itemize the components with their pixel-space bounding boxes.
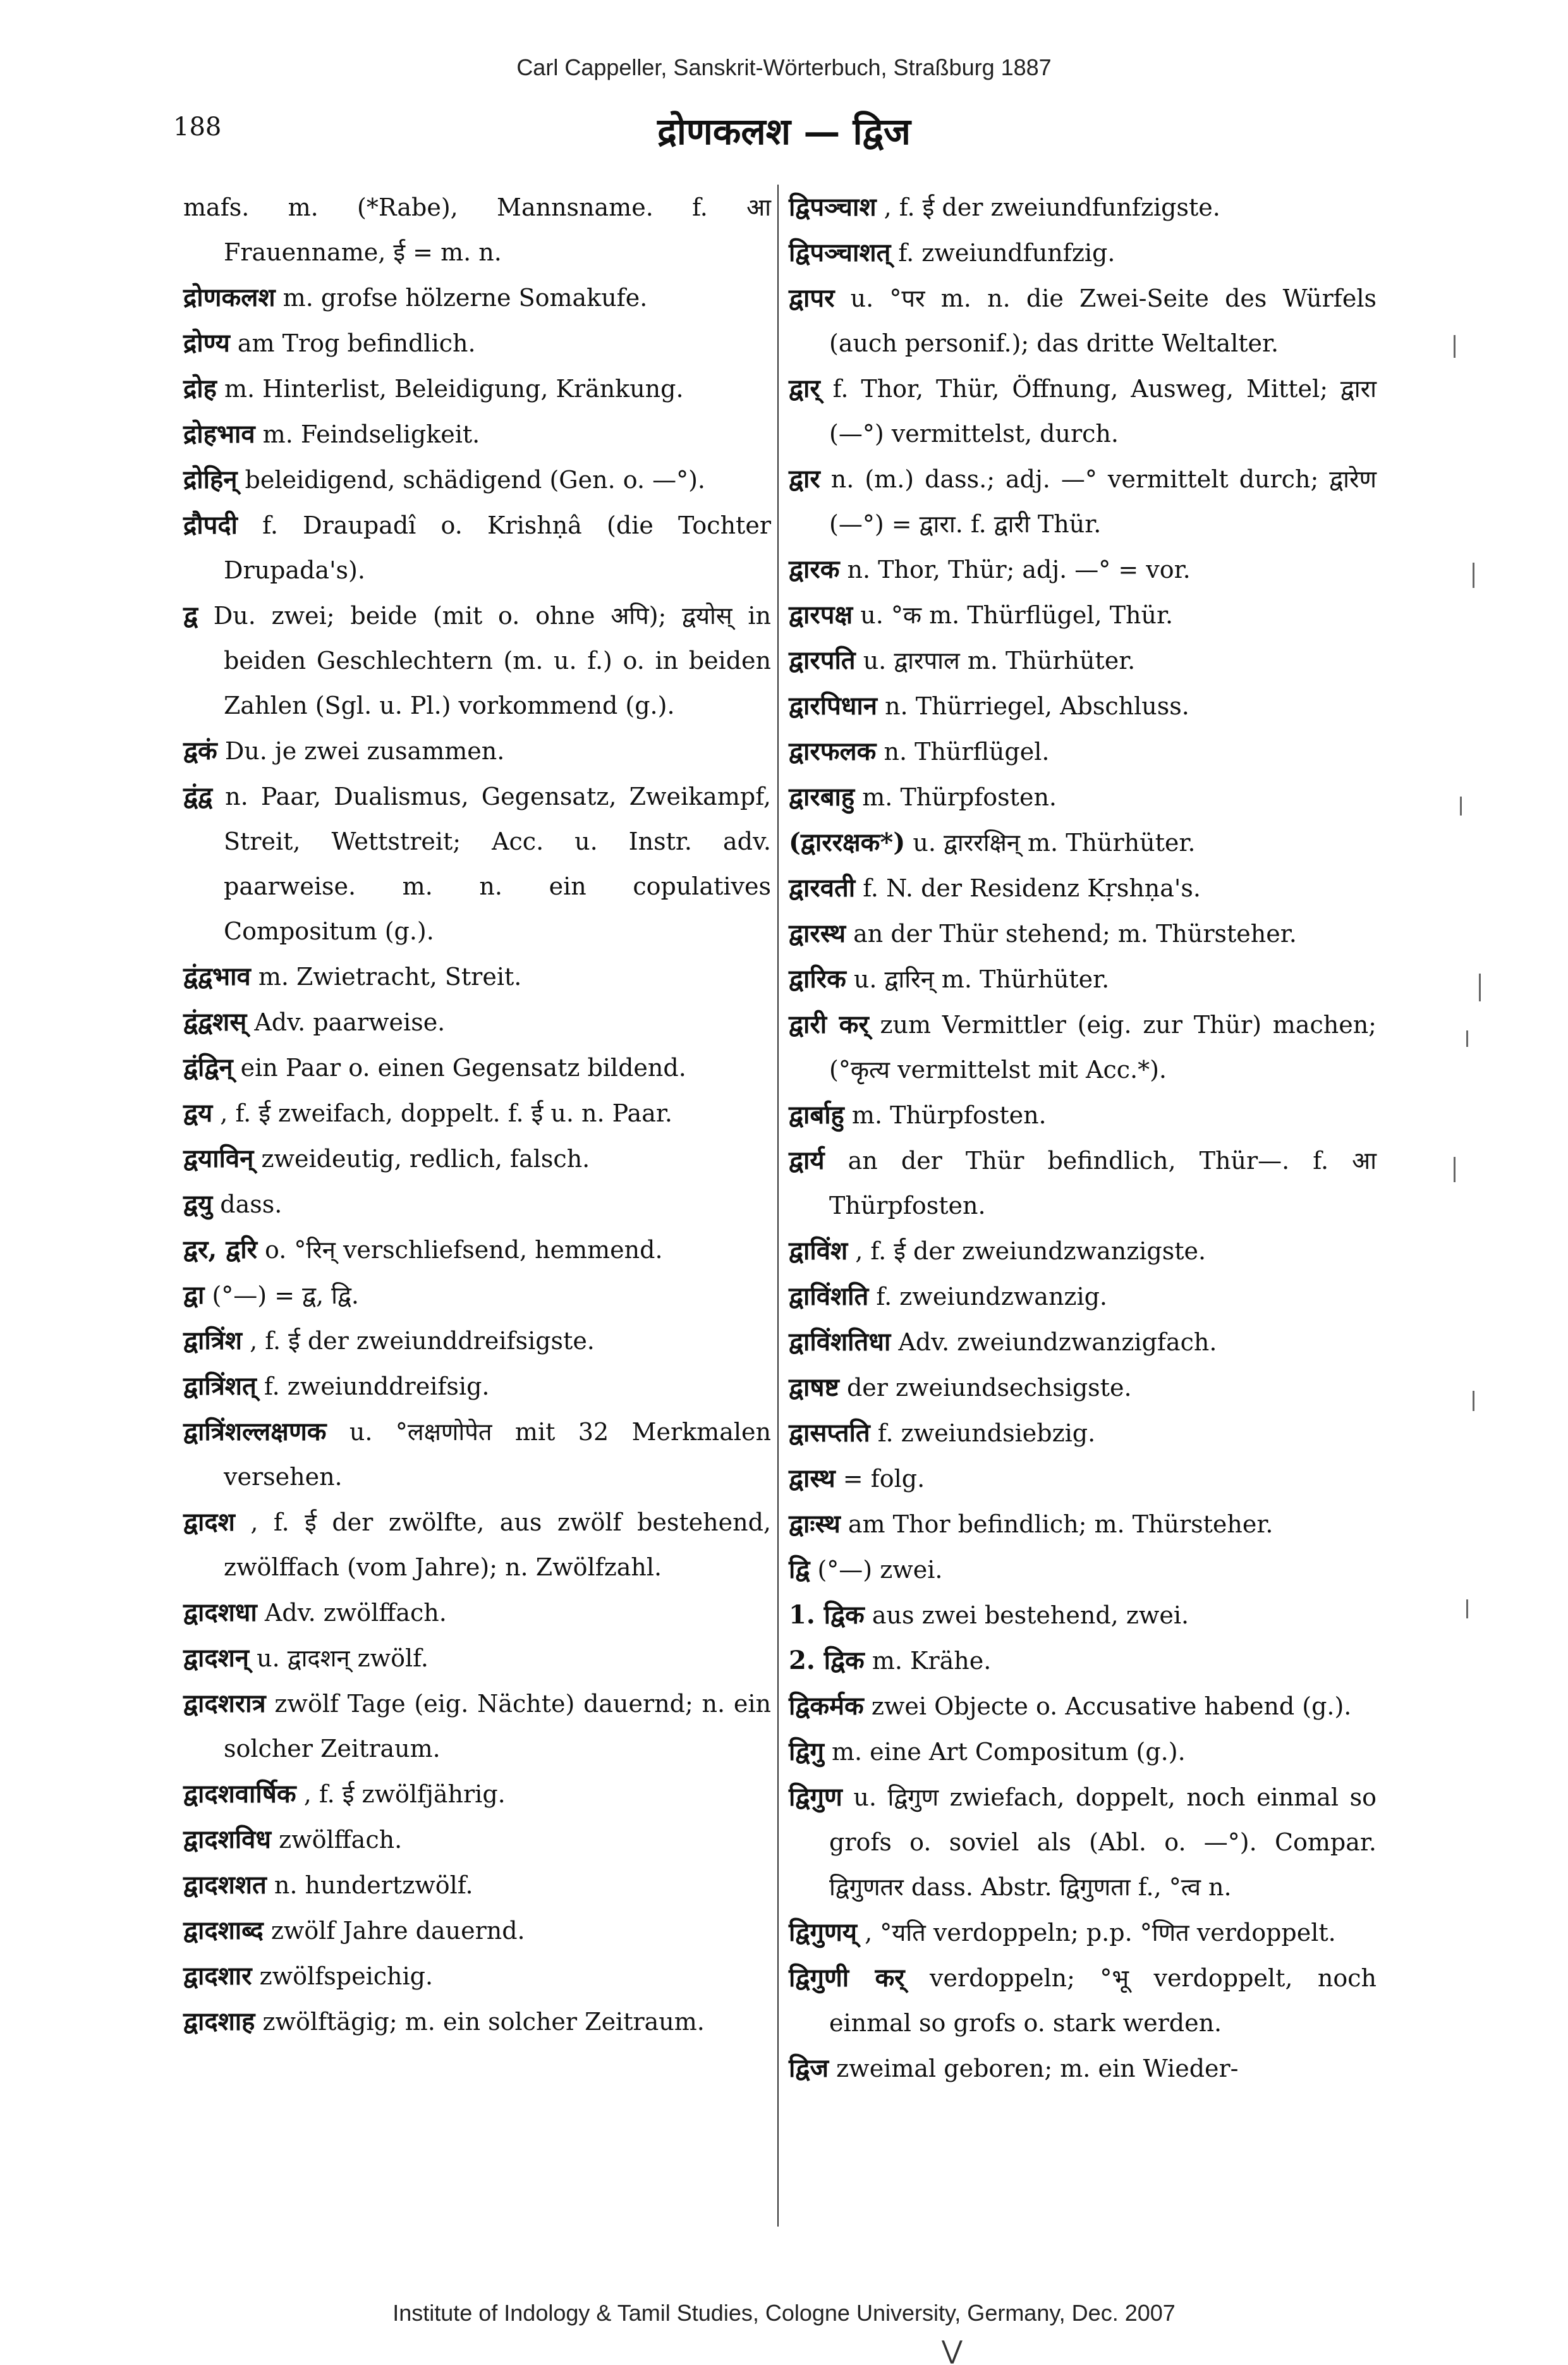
entry-headword: द्विगुण — [789, 1782, 842, 1812]
entry-headword: द्वयाविन् — [183, 1144, 254, 1173]
entry-definition: am Trog befindlich. — [237, 329, 476, 357]
dictionary-entry — [183, 457, 771, 503]
dictionary-entry — [183, 412, 771, 457]
dictionary-entry — [183, 1771, 771, 1817]
dictionary-entry — [789, 774, 1377, 820]
dictionary-entry — [789, 185, 1377, 230]
entry-headword: द्रोणकलश — [183, 283, 276, 312]
dictionary-entry — [183, 1182, 771, 1227]
entry-definition: f. zweiunddreifsig. — [264, 1372, 490, 1400]
entry-definition: zweideutig, redlich, falsch. — [261, 1145, 590, 1173]
entry-headword: द्वारपति — [789, 645, 856, 675]
dictionary-entry — [789, 1501, 1377, 1547]
entry-definition: Adv. zweiundzwanzigfach. — [898, 1328, 1217, 1356]
entry-definition: zwölffach. — [279, 1826, 403, 1854]
dictionary-entry — [789, 1319, 1377, 1365]
entry-headword: द्विगुणी कर् — [789, 1963, 905, 1993]
dictionary-entry — [789, 366, 1377, 456]
entry-definition: an der Thür befindlich, Thür—. f. आ Thürpfosten. — [829, 1147, 1377, 1219]
dictionary-entry — [183, 1953, 771, 1999]
dictionary-entry — [183, 1817, 771, 1862]
entry-headword: द्रोहिन् — [183, 465, 238, 494]
entry-headword: द्वात्रिंश — [183, 1326, 242, 1355]
entry-headword: द्व — [183, 601, 198, 630]
entry-definition: m. Feindseligkeit. — [262, 420, 480, 448]
dictionary-entry — [183, 1635, 771, 1681]
entry-definition: der zweiundsechsigste. — [846, 1374, 1132, 1402]
entry-definition: , f. ई der zwölfte, aus zwölf bestehend, zwölffach (vom Jahre); n. Zwölfzahl. — [224, 1508, 771, 1581]
dictionary-entry — [183, 1136, 771, 1182]
entry-headword: द्वादशरात्र — [183, 1689, 266, 1718]
entry-headword: द्वार्बाहु — [789, 1100, 844, 1130]
entry-headword: द्वादशाब्द — [183, 1916, 264, 1945]
entry-headword: द्वार — [789, 464, 820, 494]
dictionary-entry — [789, 276, 1377, 366]
entry-headword: द्वा — [183, 1280, 205, 1310]
entry-definition: f. zweiundfunfzig. — [898, 239, 1115, 267]
entry-headword: द्रौपदी — [183, 510, 238, 540]
entry-definition: beleidigend, schädigend (Gen. o. —°). — [245, 466, 706, 494]
dictionary-entry — [183, 1364, 771, 1409]
entry-definition: Du. zwei; beide (mit o. ohne अपि); द्वयोस् in beiden Geschlechtern (m. u. f.) o. in beiden Zahlen (Sgl. u. Pl.) vorkommend (g.). — [213, 602, 771, 719]
right-column — [789, 185, 1377, 2091]
entry-definition: m. Krähe. — [872, 1647, 992, 1675]
dictionary-entry — [789, 2046, 1377, 2091]
ink-mark: ⋁ — [942, 2336, 963, 2365]
entry-headword: 2. द्विक — [789, 1646, 865, 1675]
entry-definition: o. °रिन् verschliefsend, hemmend. — [265, 1236, 663, 1264]
entry-definition: zwölf Jahre dauernd. — [270, 1917, 525, 1945]
entry-definition: n. Thürflügel. — [884, 738, 1050, 766]
dictionary-entry — [183, 1681, 771, 1771]
entry-definition: zwölfspeichig. — [259, 1962, 434, 1990]
margin-tick — [1473, 1391, 1474, 1411]
entry-definition: , f. ई der zweiundfunfzigste. — [884, 193, 1220, 221]
entry-headword: द्रोहभाव — [183, 419, 255, 449]
dictionary-entry — [183, 954, 771, 999]
dictionary-entry — [183, 999, 771, 1045]
entry-headword: द्वकं — [183, 736, 217, 766]
column-divider — [777, 185, 779, 2227]
entry-headword: द्विज — [789, 2053, 829, 2083]
entry-headword: द्वंद्वशस् — [183, 1007, 247, 1037]
dictionary-entry — [183, 1590, 771, 1635]
entry-headword: द्वारपक्ष — [789, 600, 853, 630]
entry-headword: द्वादशविध — [183, 1824, 271, 1854]
entry-headword: द्रोण्य — [183, 328, 230, 358]
entry-definition: am Thor befindlich; m. Thürsteher. — [848, 1510, 1273, 1538]
dictionary-entry — [789, 230, 1377, 276]
dictionary-entry — [183, 1999, 771, 2044]
entry-definition: n. Thor, Thür; adj. —° = vor. — [847, 556, 1191, 584]
entry-headword: द्वादश — [183, 1507, 235, 1537]
entry-headword: द्वारक — [789, 554, 840, 584]
dictionary-entry — [789, 1002, 1377, 1092]
margin-tick — [1473, 563, 1474, 588]
running-head: द्रोणकलश — द्विज — [657, 110, 911, 153]
entry-headword: द्वादशार — [183, 1961, 252, 1991]
entry-definition: u. °क m. Thürflügel, Thür. — [860, 601, 1174, 629]
entry-definition: , f. ई zwölfjährig. — [303, 1780, 506, 1808]
entry-definition: = folg. — [842, 1465, 925, 1493]
dictionary-entry — [183, 1318, 771, 1364]
entry-headword: द्वारबाहु — [789, 782, 855, 812]
dictionary-entry — [183, 503, 771, 593]
entry-definition: n. Paar, Dualismus, Gegensatz, Zweikampf, Streit, Wettstreit; Acc. u. Instr. adv. paarweise. m. n. ein copulatives Compositum (g.). — [224, 783, 771, 945]
entry-headword: 1. द्विक — [789, 1600, 865, 1630]
margin-tick — [1460, 797, 1462, 816]
dictionary-entry — [183, 321, 771, 366]
dictionary-entry — [183, 1227, 771, 1273]
dictionary-entry — [789, 1456, 1377, 1501]
dictionary-entry — [789, 1910, 1377, 1955]
entry-definition: (°—) zwei. — [817, 1556, 943, 1584]
dictionary-entry — [789, 1592, 1377, 1638]
dictionary-entry — [183, 1091, 771, 1136]
entry-definition: zwölf Tage (eig. Nächte) dauernd; n. ein solcher Zeitraum. — [224, 1690, 771, 1763]
header-credit: Carl Cappeller, Sanskrit-Wörterbuch, Straßburg 1887 — [516, 54, 1052, 80]
entry-headword: द्वारपिधान — [789, 691, 877, 721]
dictionary-entry — [789, 638, 1377, 683]
entry-definition: u. °लक्षणोपेत mit 32 Merkmalen versehen. — [224, 1418, 771, 1491]
entry-definition: f. Draupadî o. Krishṇâ (die Tochter Drupada's). — [224, 511, 771, 584]
entry-definition: Du. je zwei zusammen. — [224, 737, 505, 765]
dictionary-entry — [789, 547, 1377, 592]
margin-tick — [1466, 1030, 1468, 1047]
entry-definition: mafs. m. (*Rabe), Mannsname. f. आ Frauenname, ई = m. n. — [183, 193, 771, 266]
entry-definition: m. Thürpfosten. — [862, 783, 1057, 811]
entry-definition: u. द्विगुण zwiefach, doppelt, noch einmal so grofs o. soviel als (Abl. o. —°). Compar. द्विगुणतर dass. Abstr. द्विगुणता f., °त्व n. — [829, 1783, 1377, 1901]
dictionary-entry — [183, 185, 771, 275]
entry-headword: द्रोह — [183, 374, 217, 403]
entry-headword: द्वंद्व — [183, 781, 212, 811]
dictionary-entry — [789, 1547, 1377, 1592]
dictionary-entry — [183, 1273, 771, 1318]
entry-definition: ein Paar o. einen Gegensatz bildend. — [240, 1054, 686, 1082]
entry-headword: द्वास्थ — [789, 1464, 836, 1493]
entry-definition: u. द्वारिन् m. Thürhüter. — [853, 965, 1110, 993]
entry-headword: द्वादशन् — [183, 1643, 249, 1673]
dictionary-entry — [183, 1045, 771, 1091]
entry-headword: द्वाविंशतिधा — [789, 1327, 891, 1357]
entry-headword: द्वार्य — [789, 1146, 825, 1175]
left-column — [183, 185, 771, 2044]
entry-definition: verdoppeln; °भू verdoppelt, noch einmal so grofs o. stark werden. — [829, 1964, 1377, 2037]
entry-headword: द्वर, द्वरि — [183, 1235, 257, 1264]
entry-headword: द्विपञ्चाशत् — [789, 238, 891, 267]
entry-definition: u. द्वाररक्षिन् m. Thürhüter. — [913, 829, 1196, 857]
entry-headword: द्वात्रिंशल्लक्षणक — [183, 1417, 327, 1446]
footer-credit: Institute of Indology & Tamil Studies, Cologne University, Germany, Dec. 2007 — [392, 2300, 1176, 2326]
entry-definition: Adv. zwölffach. — [264, 1599, 447, 1627]
entry-definition: , °यति verdoppeln; p.p. °णित verdoppelt. — [865, 1919, 1336, 1946]
entry-definition: , f. ई zweifach, doppelt. f. ई u. n. Paar. — [220, 1099, 672, 1127]
entry-definition: u. द्वारपाल m. Thürhüter. — [863, 647, 1136, 675]
entry-headword: द्वादशशत — [183, 1870, 267, 1900]
entry-definition: m. Hinterlist, Beleidigung, Kränkung. — [224, 375, 684, 403]
entry-headword: द्वात्रिंशत् — [183, 1371, 257, 1401]
dictionary-entry — [789, 1410, 1377, 1456]
entry-definition: n. hundertzwölf. — [274, 1871, 473, 1899]
dictionary-entry — [183, 1500, 771, 1590]
dictionary-entry — [789, 956, 1377, 1002]
margin-tick — [1466, 1599, 1468, 1618]
entry-headword: द्विगुणय् — [789, 1917, 857, 1947]
entry-definition: f. N. der Residenz Kṛshṇa's. — [863, 874, 1201, 902]
dictionary-entry — [183, 275, 771, 321]
entry-definition: Adv. paarweise. — [254, 1008, 446, 1036]
entry-definition: f. zweiundsiebzig. — [877, 1419, 1096, 1447]
entry-headword: द्वि — [789, 1555, 810, 1584]
dictionary-entry — [789, 1228, 1377, 1274]
entry-definition: zwei Objecte o. Accusative habend (g.). — [871, 1692, 1352, 1720]
dictionary-entry — [789, 1365, 1377, 1410]
entry-definition: m. grofse hölzerne Somakufe. — [283, 284, 648, 312]
entry-headword: द्वाःस्थ — [789, 1509, 841, 1539]
entry-headword: द्वादशधा — [183, 1598, 257, 1627]
dictionary-entry — [789, 865, 1377, 911]
dictionary-entry — [183, 1908, 771, 1953]
dictionary-entry — [789, 1955, 1377, 2046]
dictionary-entry — [183, 1409, 771, 1500]
entry-headword: द्विकर्मक — [789, 1691, 864, 1721]
entry-definition: , f. ई der zweiundzwanzigste. — [855, 1237, 1206, 1265]
entry-definition: dass. — [220, 1190, 283, 1218]
entry-definition: (°—) = द्व, द्वि. — [212, 1281, 359, 1309]
dictionary-entry — [183, 366, 771, 412]
entry-headword: द्वय — [183, 1098, 213, 1128]
entry-headword: द्वारवती — [789, 873, 856, 903]
entry-headword: द्वासप्तति — [789, 1418, 870, 1448]
dictionary-entry — [789, 1729, 1377, 1775]
dictionary-entry — [789, 456, 1377, 547]
entry-headword: द्वयु — [183, 1189, 213, 1219]
entry-headword: द्वादशाह — [183, 2007, 255, 2036]
margin-tick — [1454, 335, 1456, 358]
margin-marks — [1378, 190, 1504, 1707]
dictionary-entry — [789, 1138, 1377, 1228]
dictionary-entry — [789, 1092, 1377, 1138]
dictionary-entry — [183, 593, 771, 728]
entry-headword: द्वंद्विन् — [183, 1053, 233, 1082]
entry-definition: u. °पर m. n. die Zwei-Seite des Würfels (auch personif.); das dritte Weltalter. — [829, 284, 1377, 357]
margin-tick — [1454, 1157, 1456, 1182]
margin-tick — [1479, 974, 1481, 1001]
entry-definition: , f. ई der zweiunddreifsigste. — [250, 1327, 595, 1355]
dictionary-entry — [789, 729, 1377, 774]
entry-definition: aus zwei bestehend, zwei. — [872, 1601, 1189, 1629]
dictionary-entry — [789, 683, 1377, 729]
entry-definition: m. Thürpfosten. — [851, 1101, 1047, 1129]
entry-definition: f. Thor, Thür, Öffnung, Ausweg, Mittel; द्वारा (—°) vermittelst, durch. — [829, 375, 1377, 448]
entry-definition: zwölftägig; m. ein solcher Zeitraum. — [262, 2008, 705, 2036]
dictionary-entry — [183, 774, 771, 954]
entry-definition: n. (m.) dass.; adj. —° vermittelt durch; द्वारेण (—°) = द्वारा. f. द्वारी Thür. — [829, 465, 1377, 538]
entry-headword: द्विगु — [789, 1737, 824, 1766]
entry-definition: an der Thür stehend; m. Thürsteher. — [853, 920, 1297, 948]
entry-headword: द्वारफलक — [789, 736, 877, 766]
dictionary-entry — [789, 820, 1377, 865]
entry-headword: द्वाषष्ट — [789, 1372, 839, 1402]
entry-headword: द्वादशवार्षिक — [183, 1779, 296, 1809]
entry-definition: zum Vermittler (eig. zur Thür) machen; (°कृत्य vermittelst mit Acc.*). — [829, 1011, 1377, 1084]
entry-headword: द्वारस्थ — [789, 919, 846, 948]
dictionary-entry — [183, 1862, 771, 1908]
dictionary-entry — [789, 592, 1377, 638]
dictionary-entry — [183, 728, 771, 774]
dictionary-entry — [789, 1638, 1377, 1684]
entry-headword: द्वारिक — [789, 964, 846, 994]
entry-headword: द्विपञ्चाश — [789, 192, 877, 222]
entry-headword: (द्वाररक्षक*) — [789, 828, 906, 857]
page-number: 188 — [173, 113, 222, 142]
dictionary-entry — [789, 1274, 1377, 1319]
entry-headword: द्वाविंशति — [789, 1281, 869, 1311]
entry-headword: द्वाविंश — [789, 1236, 848, 1266]
dictionary-entry — [789, 1775, 1377, 1910]
dictionary-entry — [789, 911, 1377, 956]
entry-definition: m. Zwietracht, Streit. — [258, 963, 522, 991]
entry-headword: द्वापर — [789, 283, 835, 313]
entry-definition: zweimal geboren; m. ein Wieder- — [836, 2055, 1239, 2082]
entry-definition: n. Thürriegel, Abschluss. — [885, 692, 1189, 720]
entry-headword: द्वार् — [789, 374, 820, 403]
entry-headword: द्वंद्वभाव — [183, 962, 251, 991]
entry-definition: m. eine Art Compositum (g.). — [831, 1738, 1186, 1766]
entry-definition: f. zweiundzwanzig. — [876, 1283, 1108, 1311]
dictionary-entry — [789, 1684, 1377, 1729]
entry-headword: द्वारी कर् — [789, 1010, 869, 1039]
entry-definition: u. द्वादशन् zwölf. — [257, 1644, 428, 1672]
